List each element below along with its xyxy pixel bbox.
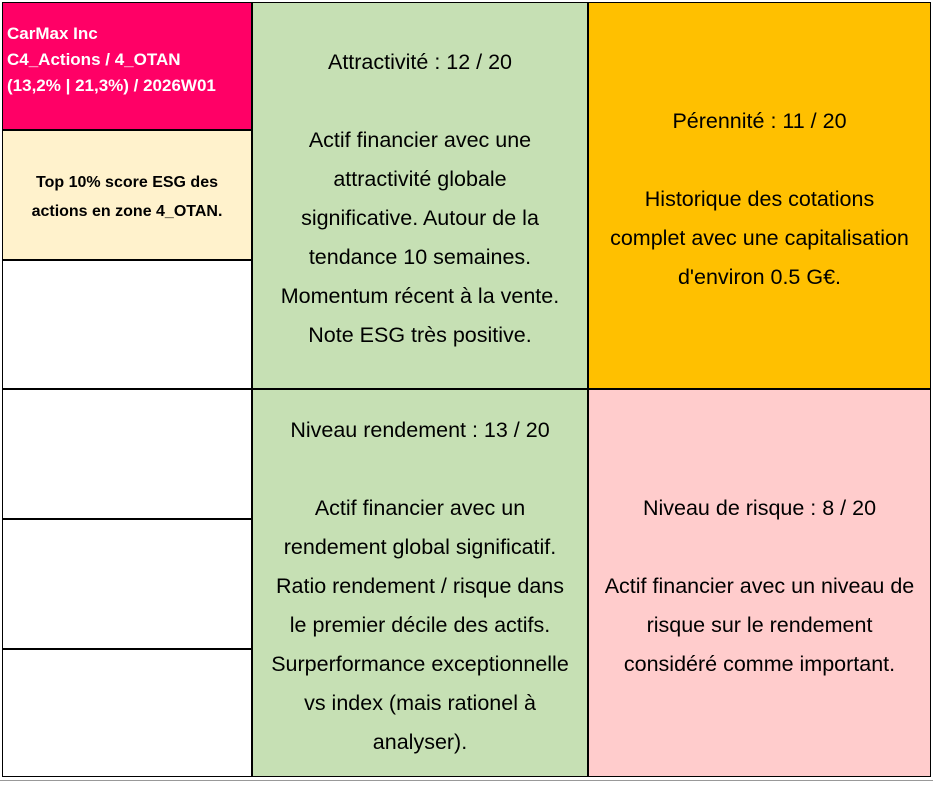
attractivite-cell (252, 2, 588, 389)
risque-line: considéré comme important. (623, 652, 896, 676)
rendement-line: vs index (mais rationel à (304, 691, 536, 715)
attractivite-line: Note ESG très positive. (308, 323, 532, 347)
asset-header-cell (2, 2, 252, 130)
rendement-line: le premier décile des actifs. (289, 613, 551, 637)
esg-line: actions en zone 4_OTAN. (31, 203, 223, 220)
asset-stats: (13,2% | 21,3%) / 2026W01 (7, 76, 216, 95)
empty-cell (2, 389, 252, 519)
rendement-line: Actif financier avec un (314, 496, 526, 520)
attractivite-title: Attractivité : 12 / 20 (327, 50, 513, 74)
perennite-title: Pérennité : 11 / 20 (672, 109, 847, 133)
risque-cell (588, 389, 931, 777)
esg-line: Top 10% score ESG des (36, 174, 218, 191)
risque-title: Niveau de risque : 8 / 20 (642, 496, 877, 520)
rendement-line: Surperformance exceptionnelle (271, 652, 569, 676)
bottom-border (0, 780, 933, 781)
risque-line: risque sur le rendement (646, 613, 873, 637)
rendement-cell (252, 389, 588, 777)
risque-line: Actif financier avec un niveau de (604, 574, 915, 598)
company-name: CarMax Inc (7, 24, 98, 43)
perennite-line: d'environ 0.5 G€. (677, 265, 842, 289)
rendement-line: analyser). (372, 730, 468, 754)
empty-cell (2, 649, 252, 777)
perennite-line: Historique des cotations (644, 187, 875, 211)
rendement-title: Niveau rendement : 13 / 20 (290, 418, 550, 442)
rendement-line: rendement global significatif. (283, 535, 557, 559)
attractivite-line: tendance 10 semaines. (308, 245, 532, 269)
attractivite-line: significative. Autour de la (301, 206, 539, 230)
perennite-line: complet avec une capitalisation (610, 226, 909, 250)
rendement-line: Ratio rendement / risque dans (275, 574, 565, 598)
perennite-cell (588, 2, 931, 389)
empty-cell (2, 519, 252, 649)
attractivite-line: attractivité globale (333, 167, 507, 191)
asset-category: C4_Actions / 4_OTAN (7, 50, 181, 69)
esg-note-cell (2, 130, 252, 260)
empty-cell (2, 260, 252, 389)
attractivite-line: Actif financier avec une (308, 128, 532, 152)
attractivite-line: Momentum récent à la vente. (280, 284, 560, 308)
